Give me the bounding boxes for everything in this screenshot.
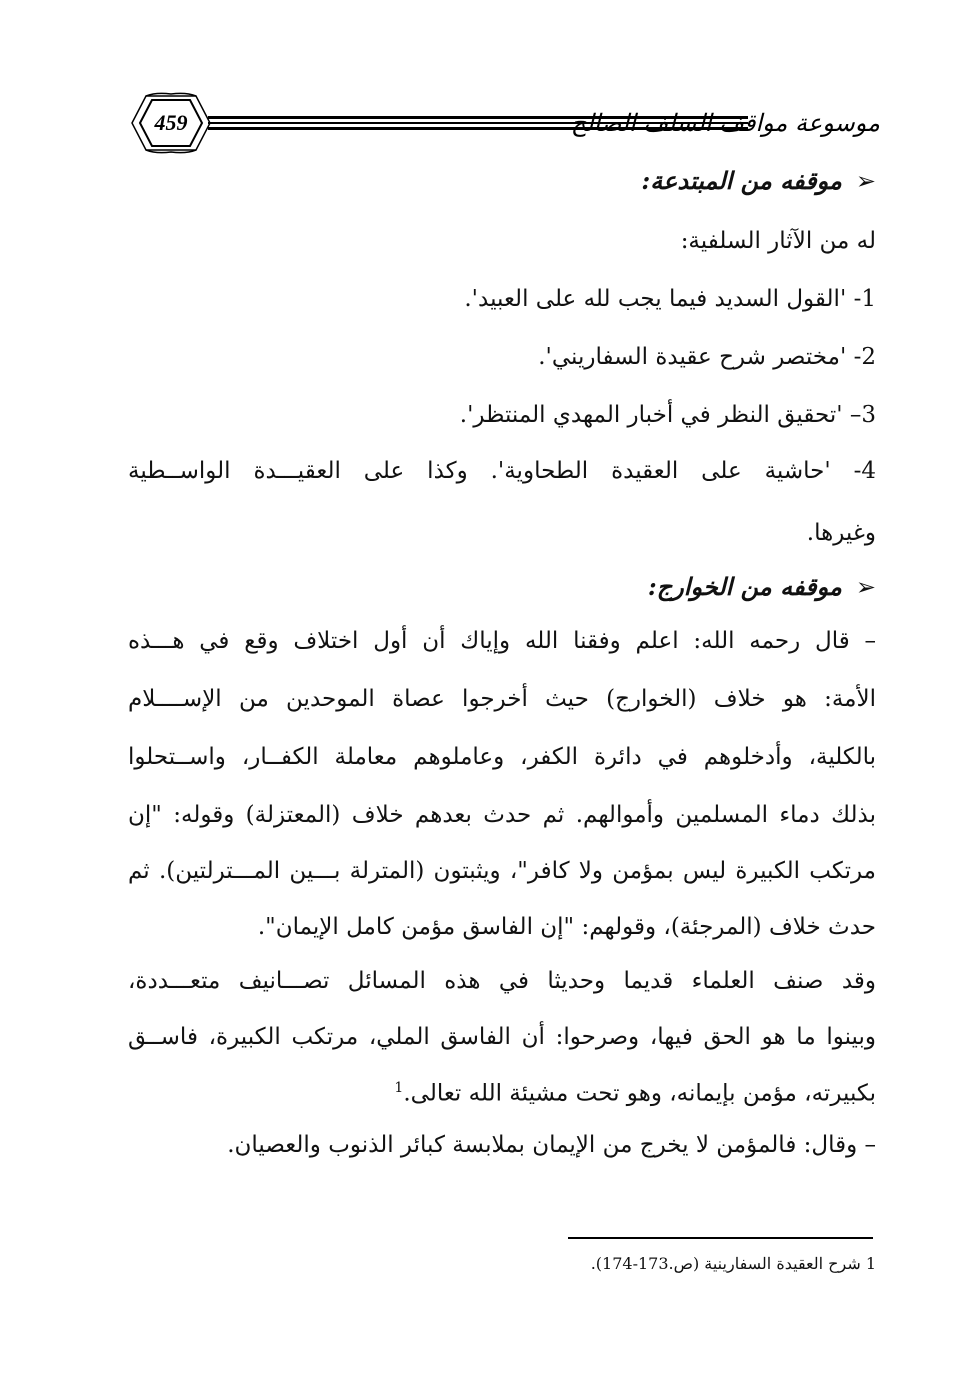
series-title: موسوعة مواقف السلف الصالح (570, 109, 880, 137)
page-header (128, 92, 880, 154)
arrow-bullet-icon: ➢ (855, 167, 876, 195)
text-line (128, 1080, 876, 1107)
page-number-badge (128, 92, 214, 154)
text-line: بالكلية، وأدخلوهم في دائرة الكفر، وعاملوهم معاملة الكفــار، واســتحلوا (128, 744, 876, 770)
text-line: – قال رحمه الله: اعلم وفقنا الله وإياك أن أول اختلاف وقع في هـــذه (128, 628, 876, 654)
list-item: 1- 'القول السديد فيما يجب لله على العبيد'. (464, 286, 876, 312)
footnote-marker: 1 (394, 1080, 404, 1096)
footnote-divider (568, 1237, 873, 1239)
text-line: وغيرها. (806, 520, 876, 546)
text-line: مرتكب الكبيرة ليس بمؤمن ولا كافر"، ويثبتون (المترلة بـــين المـــترلتين). ثم (128, 858, 877, 884)
text-line: الأمة: هو خلاف (الخوارج) حيث أخرجوا عصاة الموحدين من الإســــلام (128, 686, 876, 712)
text-line: – وقال: فالمؤمن لا يخرج من الإيمان بملابسة كبائر الذنوب والعصيان. (227, 1132, 876, 1158)
heading-text: موقفه من المبتدعة: (641, 166, 842, 195)
section-heading (128, 166, 876, 195)
text-line: بذلك دماء المسلمين وأموالهم. ثم حدث بعدهم خلاف (المعتزلة) وقوله: "إن (128, 802, 876, 828)
text-line: وقد صنف العلماء قديما وحديثا في هذه المسائل تصـــانيف متعـــددة، (128, 968, 876, 994)
footnote: 1 شرح العقيدة السفارينية (ص.173-174). (590, 1254, 876, 1273)
arrow-bullet-icon: ➢ (855, 573, 876, 601)
text-line-content: بكبيرته، مؤمن بإيمانه، وهو تحت مشيئة الله تعالى. (403, 1080, 876, 1107)
list-item: 2- 'مختصر شرح عقيدة السفاريني'. (538, 344, 876, 370)
text-line: حدث خلاف (المرجئة)، وقولهم: "إن الفاسق مؤمن كامل الإيمان". (257, 914, 876, 940)
page-number: 459 (154, 110, 188, 135)
list-item: 3– 'تحقيق النظر في أخبار المهدي المنتظر'. (459, 402, 876, 428)
text-line: له من الآثار السلفية: (680, 228, 876, 254)
list-item: 4- 'حاشية على العقيدة الطحاوية'. وكذا على العقيـــدة الواســطية (128, 458, 876, 484)
section-heading (128, 572, 876, 601)
text-line: وبينوا ما هو الحق فيها، وصرحوا: أن الفاسق الملي، مرتكب الكبيرة، فاســق (128, 1024, 876, 1050)
heading-text: موقفه من الخوارج: (647, 572, 842, 601)
